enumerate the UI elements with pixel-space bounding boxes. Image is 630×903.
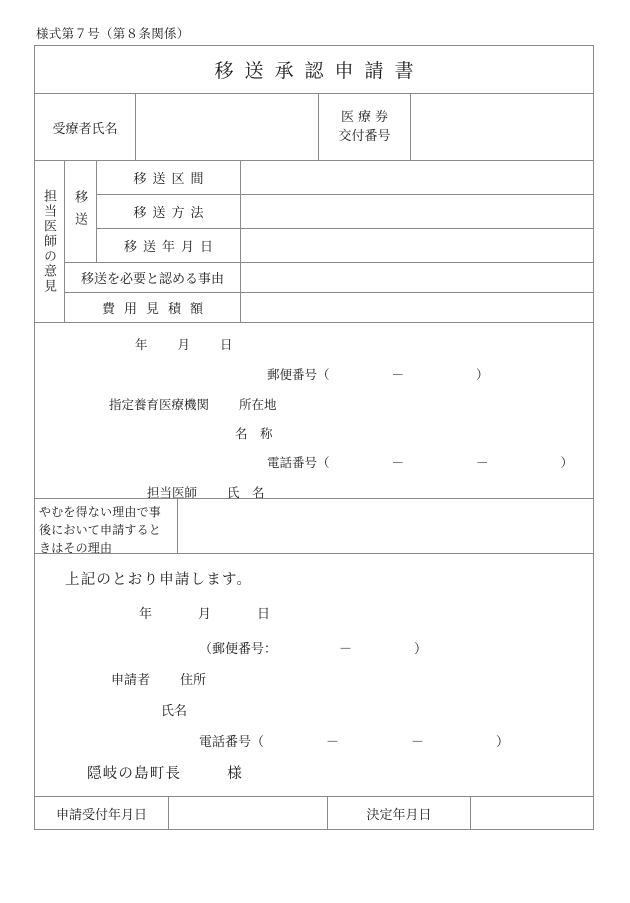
application-form-table <box>34 45 594 830</box>
declaration-addressee-line <box>87 762 243 783</box>
declaration-applicant-name-label: 氏名 <box>161 703 188 718</box>
medical-ticket-input[interactable] <box>411 94 593 160</box>
receipt-date-label: 申請受付年月日 <box>35 797 169 829</box>
doctor-opinion-vertical-label: 担当医師の意見 <box>35 161 65 322</box>
transport-group <box>65 161 593 263</box>
form-title: 移送承認申請書 <box>214 61 425 82</box>
late-reason-label-line2: 後において申請すると <box>39 523 162 537</box>
institution-tel-line[interactable]: 電話番号（ － － ） <box>267 456 574 470</box>
decision-date-input[interactable] <box>471 797 593 829</box>
late-reason-label-line3: きはその理由 <box>39 541 113 555</box>
institution-block <box>35 323 593 499</box>
late-reason-label <box>35 499 178 553</box>
table-row <box>97 229 593 262</box>
institution-date-line[interactable]: 年 月 日 <box>135 338 233 352</box>
late-reason-row <box>35 499 593 554</box>
cost-estimate-label: 費用見積額 <box>65 293 241 322</box>
medical-ticket-label <box>319 94 411 160</box>
transport-vertical-label: 移送 <box>65 161 97 262</box>
late-reason-label-line1: やむを得ない理由で事 <box>39 505 162 519</box>
decision-date-label: 決定年月日 <box>328 797 471 829</box>
declaration-postal-line[interactable]: （郵便番号： － ） <box>199 641 428 656</box>
institution-address-line: 指定養育医療機関 所在地 <box>109 398 277 412</box>
doctor-opinion-block <box>35 161 593 323</box>
transport-section-label: 移送区間 <box>97 161 241 194</box>
table-row <box>97 161 593 195</box>
title-cell <box>35 46 593 93</box>
patient-name-input[interactable] <box>136 94 319 160</box>
transport-rows <box>97 161 593 262</box>
institution-name-label: 名 称 <box>235 427 273 441</box>
doctor-opinion-content <box>65 161 593 322</box>
transport-date-input[interactable] <box>241 229 593 262</box>
transport-section-input[interactable] <box>241 161 593 194</box>
transport-method-input[interactable] <box>241 195 593 228</box>
title-row <box>35 46 593 94</box>
table-row <box>65 293 593 322</box>
addressee-honorific: 様 <box>227 766 243 782</box>
declaration-date-line[interactable]: 年 月 日 <box>139 606 271 621</box>
footer-row <box>35 797 593 829</box>
transport-necessity-reason-label: 移送を必要と認める事由 <box>65 263 241 292</box>
patient-row <box>35 94 593 161</box>
institution-postal-line[interactable]: 郵便番号（ － ） <box>267 368 489 382</box>
cost-estimate-input[interactable] <box>241 293 593 322</box>
late-reason-input[interactable] <box>178 499 593 553</box>
declaration-statement: 上記のとおり申請します。 <box>65 572 253 588</box>
declaration-tel-line[interactable]: 電話番号（ － － ） <box>199 734 510 749</box>
transport-method-label: 移送方法 <box>97 195 241 228</box>
receipt-date-input[interactable] <box>169 797 328 829</box>
form-code-label: 様式第７号（第８条関係） <box>36 27 190 41</box>
medical-ticket-label-line2: 交付番号 <box>338 128 391 143</box>
declaration-applicant-address-line: 申請者 住所 <box>111 672 207 687</box>
table-row <box>97 195 593 229</box>
transport-necessity-reason-input[interactable] <box>241 263 593 292</box>
table-row <box>65 263 593 293</box>
patient-name-label: 受療者氏名 <box>35 94 136 160</box>
institution-doctor-line: 担当医師 氏 名 <box>147 486 265 500</box>
medical-ticket-label-line1: 医療券 <box>340 109 392 125</box>
transport-date-label: 移送年月日 <box>97 229 241 262</box>
addressee-name: 隠岐の島町長 <box>87 766 182 782</box>
declaration-block <box>35 554 593 797</box>
